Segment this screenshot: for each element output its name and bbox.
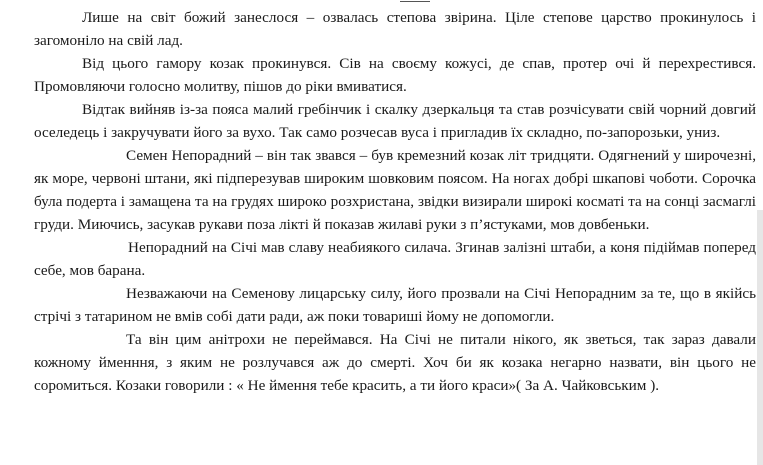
paragraph-5: Непорадний на Січі мав славу неабиякого силача. Згинав залізні штаби, а коня підіймав поперед себе, мов барана. bbox=[34, 239, 756, 279]
paragraph-7: Та він цим анітрохи не переймався. На Січі не питали нікого, як зветься, так зараз давали кожному йменння, з яким не розлучався аж до смерті. Хоч би як козака негарно назвати, він цього не соромиться. Козаки говорили : « Не ймення тебе красить, а ти його краси»( За А. Чайковським ). bbox=[34, 331, 756, 394]
paragraph-2: Від цього гамору козак прокинувся. Сів на своєму кожусі, де спав, протер очі й перехрестився. Промовляючи голосно молитву, пішов до ріки вмиватися. bbox=[34, 55, 756, 95]
paragraph-1: Лише на світ божий занеслося – озвалась степова звірина. Ціле степове царство прокинулось і загомоніло на свій лад. bbox=[34, 9, 756, 49]
paragraph-3: Відтак вийняв із-за пояса малий гребінчик і скалку дзеркальця та став розчісувати свій чорний довгий оселедець і закручувати його за вухо. Так само розчесав вуса і пригладив їх складно, по-запорозьки, униз. bbox=[34, 101, 756, 141]
paragraph-4: Семен Непорадний – він так звався – був кремезний козак літ тридцяти. Одягнений у широчезні, як море, червоні штани, які підперезував широким шовковим поясом. На ногах добрі шкапові чоботи. Сорочка була подерта і замащена та на грудях широко розхристана, звідки визирали широкі косматі та на сонці засмаглі груди. Миючись, засукав рукави поза лікті й показав жилаві руки з п’ястуками, мов довбеньки. bbox=[34, 147, 756, 233]
cropped-top-text-fragment bbox=[400, 0, 430, 2]
scrollbar-track[interactable] bbox=[757, 210, 763, 465]
document-body bbox=[34, 6, 756, 397]
paragraph-6: Незважаючи на Семенову лицарську силу, його прозвали на Січі Непорадним за те, що в якійсь стрічі з татарином не вмів собі дати ради, аж поки товариші йому не допомогли. bbox=[34, 285, 756, 325]
